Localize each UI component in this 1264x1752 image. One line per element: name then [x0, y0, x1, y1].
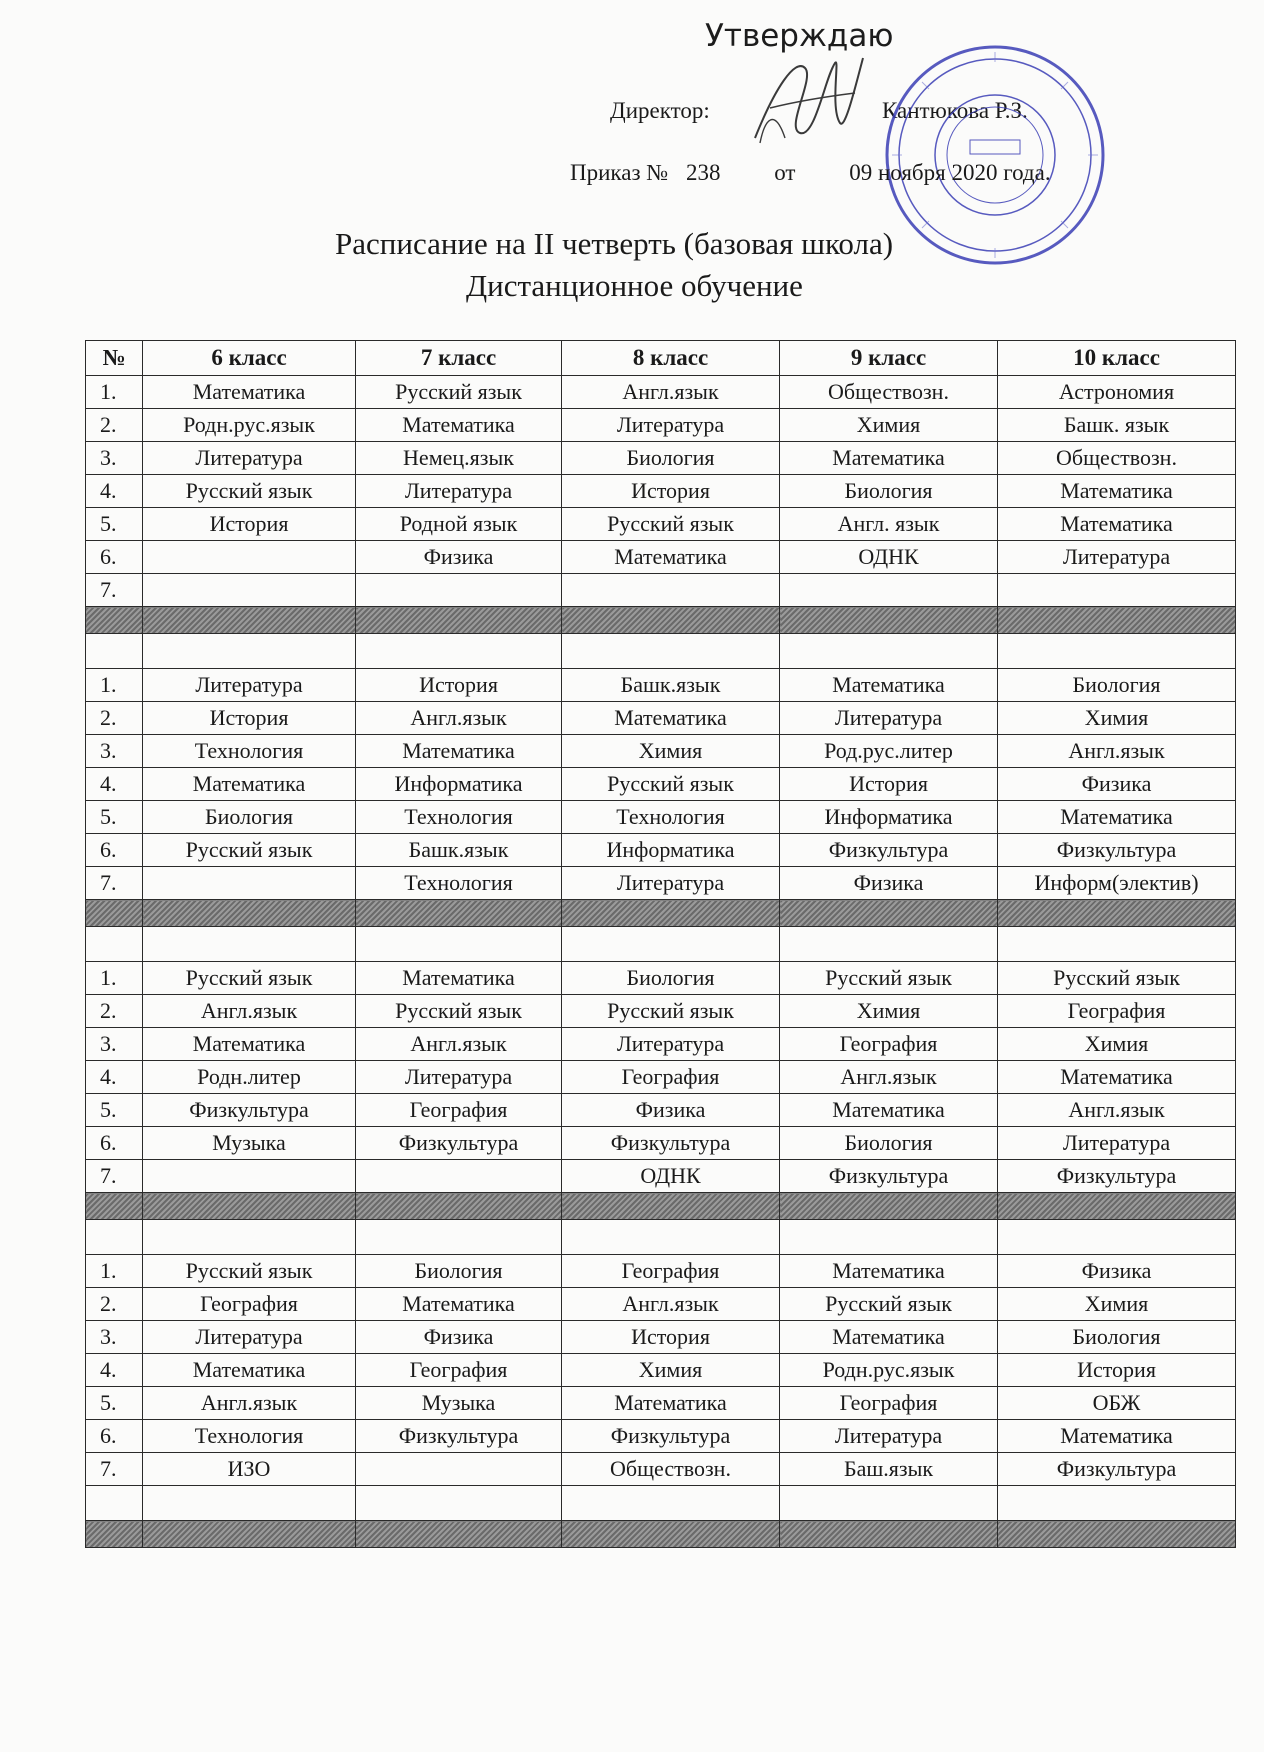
blank-cell [780, 1220, 998, 1255]
separator-cell [780, 1193, 998, 1220]
subject-cell: Обществозн. [998, 442, 1236, 475]
subject-cell: Русский язык [562, 995, 780, 1028]
subject-cell: Англ.язык [780, 1061, 998, 1094]
blank-cell [998, 1220, 1236, 1255]
subject-cell: Информатика [562, 834, 780, 867]
subject-cell [143, 1160, 356, 1193]
lesson-number-cell: 5. [86, 1387, 143, 1420]
subject-cell: История [562, 1321, 780, 1354]
order-from-label: от [774, 160, 796, 185]
separator-cell [998, 900, 1236, 927]
subject-cell [562, 574, 780, 607]
subject-cell: Русский язык [998, 962, 1236, 995]
subject-cell: Информ(электив) [998, 867, 1236, 900]
subject-cell: Родн.рус.язык [143, 409, 356, 442]
table-row [86, 1420, 1236, 1453]
schedule-title: Расписание на II четверть (базовая школа) [335, 226, 894, 261]
order-label: Приказ № [570, 160, 669, 185]
lesson-number-cell: 2. [86, 1288, 143, 1321]
lesson-number-cell: 2. [86, 702, 143, 735]
day-separator-row [86, 1193, 1236, 1220]
separator-cell [780, 1521, 998, 1548]
header-cell: 9 класс [780, 341, 998, 376]
table-row [86, 1453, 1236, 1486]
table-row [86, 1288, 1236, 1321]
subject-cell: Биология [143, 801, 356, 834]
blank-cell [86, 1486, 143, 1521]
table-row [86, 1061, 1236, 1094]
table-row [86, 867, 1236, 900]
separator-cell [86, 607, 143, 634]
subject-cell: Математика [780, 1255, 998, 1288]
table-row [86, 1387, 1236, 1420]
subject-cell: Обществозн. [780, 376, 998, 409]
subject-cell: История [143, 702, 356, 735]
subject-cell: История [143, 508, 356, 541]
subject-cell: Русский язык [143, 834, 356, 867]
subject-cell: Русский язык [356, 376, 562, 409]
subject-cell: Математика [780, 1094, 998, 1127]
subject-cell: ОБЖ [998, 1387, 1236, 1420]
lesson-number-cell: 7. [86, 867, 143, 900]
table-row [86, 669, 1236, 702]
subject-cell: Физика [356, 541, 562, 574]
subject-cell: ОДНК [562, 1160, 780, 1193]
subject-cell: Литература [356, 1061, 562, 1094]
subject-cell: География [562, 1255, 780, 1288]
subject-cell: История [780, 768, 998, 801]
subject-cell [356, 1160, 562, 1193]
subject-cell [356, 574, 562, 607]
lesson-number-cell: 6. [86, 1420, 143, 1453]
subject-cell: География [356, 1094, 562, 1127]
table-row [86, 442, 1236, 475]
subject-cell [356, 1453, 562, 1486]
subject-cell: Математика [780, 669, 998, 702]
subject-cell: Литература [780, 702, 998, 735]
blank-cell [780, 1486, 998, 1521]
lesson-number-cell: 3. [86, 1321, 143, 1354]
lesson-number-cell: 4. [86, 768, 143, 801]
subject-cell: История [998, 1354, 1236, 1387]
order-number: 238 [685, 160, 721, 185]
subject-cell: Англ.язык [562, 1288, 780, 1321]
subject-cell: Химия [780, 995, 998, 1028]
separator-cell [356, 1193, 562, 1220]
separator-cell [356, 900, 562, 927]
subject-cell: Физкультура [998, 1453, 1236, 1486]
subject-cell: Литература [562, 1028, 780, 1061]
subject-cell: Англ.язык [143, 995, 356, 1028]
blank-cell [143, 634, 356, 669]
lesson-number-cell: 3. [86, 735, 143, 768]
table-row [86, 1255, 1236, 1288]
signature-image [745, 48, 875, 158]
subject-cell: Родной язык [356, 508, 562, 541]
blank-cell [998, 634, 1236, 669]
subject-cell: Русский язык [780, 962, 998, 995]
table-row [86, 801, 1236, 834]
table-row [86, 1028, 1236, 1061]
subject-cell: Математика [998, 801, 1236, 834]
blank-cell [143, 1486, 356, 1521]
lesson-number-cell: 2. [86, 409, 143, 442]
subject-cell [780, 574, 998, 607]
blank-cell [562, 1486, 780, 1521]
subject-cell: Физкультура [780, 834, 998, 867]
subject-cell: Математика [998, 475, 1236, 508]
schedule-body [86, 376, 1236, 1548]
subject-cell: Математика [356, 409, 562, 442]
subject-cell: Химия [998, 702, 1236, 735]
subject-cell: Родн.литер [143, 1061, 356, 1094]
subject-cell: Математика [998, 508, 1236, 541]
table-row [86, 475, 1236, 508]
lesson-number-cell: 5. [86, 1094, 143, 1127]
separator-cell [86, 900, 143, 927]
blank-cell [562, 1220, 780, 1255]
subject-cell: Биология [356, 1255, 562, 1288]
schedule-subtitle: Дистанционное обучение [466, 268, 803, 303]
table-row [86, 834, 1236, 867]
separator-cell [998, 607, 1236, 634]
subject-cell [143, 574, 356, 607]
subject-cell: Физкультура [562, 1127, 780, 1160]
blank-cell [562, 634, 780, 669]
separator-cell [998, 1193, 1236, 1220]
order-date: 09 ноября 2020 года. [849, 160, 1051, 185]
subject-cell: Технология [356, 801, 562, 834]
subject-cell: Баш.язык [780, 1453, 998, 1486]
subject-cell: Математика [562, 541, 780, 574]
subject-cell: Математика [356, 735, 562, 768]
lesson-number-cell: 6. [86, 541, 143, 574]
lesson-number-cell: 4. [86, 1354, 143, 1387]
separator-cell [356, 607, 562, 634]
header-cell: 8 класс [562, 341, 780, 376]
subject-cell: Русский язык [562, 768, 780, 801]
table-row [86, 1321, 1236, 1354]
subject-cell: Русский язык [143, 1255, 356, 1288]
lesson-number-cell: 7. [86, 1453, 143, 1486]
lesson-number-cell: 1. [86, 1255, 143, 1288]
subject-cell: Башк.язык [356, 834, 562, 867]
subject-cell: Химия [780, 409, 998, 442]
subject-cell: История [562, 475, 780, 508]
subject-cell: Математика [356, 1288, 562, 1321]
subject-cell: Обществозн. [562, 1453, 780, 1486]
table-row [86, 962, 1236, 995]
subject-cell: Литература [998, 1127, 1236, 1160]
subject-cell: Математика [143, 768, 356, 801]
subject-cell: Физкультура [998, 1160, 1236, 1193]
director-name: Кантюкова Р.З. [882, 98, 1028, 123]
approve-heading: Утверждаю [705, 18, 894, 54]
subject-cell: Литература [998, 541, 1236, 574]
separator-cell [143, 1521, 356, 1548]
subject-cell: Математика [143, 376, 356, 409]
separator-cell [562, 1521, 780, 1548]
table-row [86, 574, 1236, 607]
subject-cell: Биология [780, 475, 998, 508]
blank-cell [356, 1486, 562, 1521]
subject-cell: Музыка [356, 1387, 562, 1420]
subject-cell: Физкультура [356, 1127, 562, 1160]
lesson-number-cell: 6. [86, 1127, 143, 1160]
subject-cell: Математика [356, 962, 562, 995]
subject-cell: Математика [998, 1061, 1236, 1094]
lesson-number-cell: 7. [86, 1160, 143, 1193]
lesson-number-cell: 1. [86, 962, 143, 995]
subject-cell: История [356, 669, 562, 702]
lesson-number-cell: 4. [86, 1061, 143, 1094]
subject-cell: Химия [562, 1354, 780, 1387]
lesson-number-cell: 3. [86, 1028, 143, 1061]
subject-cell: Русский язык [780, 1288, 998, 1321]
lesson-number-cell: 7. [86, 574, 143, 607]
blank-cell [86, 634, 143, 669]
header-cell: 7 класс [356, 341, 562, 376]
subject-cell: Физика [356, 1321, 562, 1354]
schedule-table [85, 340, 1236, 1548]
subject-cell: Литература [143, 1321, 356, 1354]
lesson-number-cell: 4. [86, 475, 143, 508]
separator-cell [143, 900, 356, 927]
subject-cell [143, 867, 356, 900]
blank-cell [562, 927, 780, 962]
subject-cell: Литература [356, 475, 562, 508]
subject-cell: Технология [143, 1420, 356, 1453]
subject-cell [998, 574, 1236, 607]
lesson-number-cell: 1. [86, 669, 143, 702]
subject-cell: Биология [562, 442, 780, 475]
blank-cell [356, 927, 562, 962]
blank-cell [780, 927, 998, 962]
subject-cell: Англ.язык [998, 1094, 1236, 1127]
table-header-row [86, 341, 1236, 376]
subject-cell: Башк.язык [562, 669, 780, 702]
subject-cell: Физкультура [356, 1420, 562, 1453]
subject-cell: Русский язык [143, 962, 356, 995]
subject-cell: География [562, 1061, 780, 1094]
lesson-number-cell: 3. [86, 442, 143, 475]
separator-cell [143, 1193, 356, 1220]
blank-row [86, 927, 1236, 962]
subject-cell: География [143, 1288, 356, 1321]
subject-cell: Башк. язык [998, 409, 1236, 442]
subject-cell: Информатика [780, 801, 998, 834]
day-separator-row [86, 607, 1236, 634]
blank-cell [356, 634, 562, 669]
day-separator-row [86, 900, 1236, 927]
subject-cell: Физика [998, 1255, 1236, 1288]
subject-cell: Русский язык [356, 995, 562, 1028]
subject-cell: Математика [143, 1028, 356, 1061]
subject-cell: Физкультура [780, 1160, 998, 1193]
lesson-number-cell: 2. [86, 995, 143, 1028]
subject-cell: Русский язык [143, 475, 356, 508]
table-row [86, 768, 1236, 801]
subject-cell: Англ.язык [356, 702, 562, 735]
subject-cell [143, 541, 356, 574]
blank-row [86, 634, 1236, 669]
subject-cell: География [998, 995, 1236, 1028]
separator-cell [998, 1521, 1236, 1548]
subject-cell: География [780, 1028, 998, 1061]
separator-cell [780, 607, 998, 634]
subject-cell: Химия [562, 735, 780, 768]
header-cell: 10 класс [998, 341, 1236, 376]
subject-cell: Англ. язык [780, 508, 998, 541]
subject-cell: Музыка [143, 1127, 356, 1160]
table-row [86, 995, 1236, 1028]
table-row [86, 735, 1236, 768]
table-row [86, 1354, 1236, 1387]
blank-row [86, 1486, 1236, 1521]
school-stamp-image [880, 40, 1110, 270]
subject-cell: Немец.язык [356, 442, 562, 475]
separator-cell [562, 607, 780, 634]
subject-cell: Литература [143, 442, 356, 475]
table-row [86, 1094, 1236, 1127]
subject-cell: Химия [998, 1028, 1236, 1061]
subject-cell: ИЗО [143, 1453, 356, 1486]
subject-cell: Литература [562, 867, 780, 900]
table-row [86, 1127, 1236, 1160]
table-row [86, 409, 1236, 442]
blank-cell [356, 1220, 562, 1255]
lesson-number-cell: 1. [86, 376, 143, 409]
subject-cell: Математика [998, 1420, 1236, 1453]
subject-cell: Математика [562, 702, 780, 735]
subject-cell: Англ.язык [998, 735, 1236, 768]
subject-cell: Физика [780, 867, 998, 900]
subject-cell: Технология [356, 867, 562, 900]
subject-cell: Литература [143, 669, 356, 702]
subject-cell: Биология [998, 669, 1236, 702]
blank-cell [86, 927, 143, 962]
subject-cell: Физкультура [143, 1094, 356, 1127]
subject-cell: Информатика [356, 768, 562, 801]
blank-cell [143, 927, 356, 962]
subject-cell: Литература [562, 409, 780, 442]
subject-cell: Русский язык [562, 508, 780, 541]
order-line [570, 160, 1051, 186]
subject-cell: Литература [780, 1420, 998, 1453]
separator-cell [86, 1521, 143, 1548]
blank-row [86, 1220, 1236, 1255]
day-separator-row [86, 1521, 1236, 1548]
header-cell: 6 класс [143, 341, 356, 376]
subject-cell: Биология [998, 1321, 1236, 1354]
subject-cell: Физика [998, 768, 1236, 801]
blank-cell [86, 1220, 143, 1255]
separator-cell [356, 1521, 562, 1548]
blank-cell [143, 1220, 356, 1255]
table-row [86, 376, 1236, 409]
subject-cell: Физкультура [998, 834, 1236, 867]
subject-cell: Математика [562, 1387, 780, 1420]
lesson-number-cell: 5. [86, 801, 143, 834]
director-label: Директор: [610, 98, 710, 123]
table-row [86, 1160, 1236, 1193]
separator-cell [780, 900, 998, 927]
separator-cell [86, 1193, 143, 1220]
blank-cell [998, 1486, 1236, 1521]
blank-cell [780, 634, 998, 669]
subject-cell: Англ.язык [356, 1028, 562, 1061]
subject-cell: Химия [998, 1288, 1236, 1321]
table-row [86, 508, 1236, 541]
table-row [86, 541, 1236, 574]
subject-cell: Англ.язык [562, 376, 780, 409]
subject-cell: Технология [562, 801, 780, 834]
subject-cell: Биология [562, 962, 780, 995]
subject-cell: География [356, 1354, 562, 1387]
subject-cell: Род.рус.литер [780, 735, 998, 768]
subject-cell: Англ.язык [143, 1387, 356, 1420]
subject-cell: География [780, 1387, 998, 1420]
lesson-number-cell: 6. [86, 834, 143, 867]
subject-cell: Математика [143, 1354, 356, 1387]
subject-cell: Биология [780, 1127, 998, 1160]
subject-cell: Математика [780, 1321, 998, 1354]
blank-cell [998, 927, 1236, 962]
subject-cell: Физкультура [562, 1420, 780, 1453]
table-row [86, 702, 1236, 735]
subject-cell: Родн.рус.язык [780, 1354, 998, 1387]
subject-cell: ОДНК [780, 541, 998, 574]
subject-cell: Физика [562, 1094, 780, 1127]
header-cell: № [86, 341, 143, 376]
lesson-number-cell: 5. [86, 508, 143, 541]
separator-cell [143, 607, 356, 634]
separator-cell [562, 1193, 780, 1220]
subject-cell: Астрономия [998, 376, 1236, 409]
separator-cell [562, 900, 780, 927]
subject-cell: Математика [780, 442, 998, 475]
subject-cell: Технология [143, 735, 356, 768]
